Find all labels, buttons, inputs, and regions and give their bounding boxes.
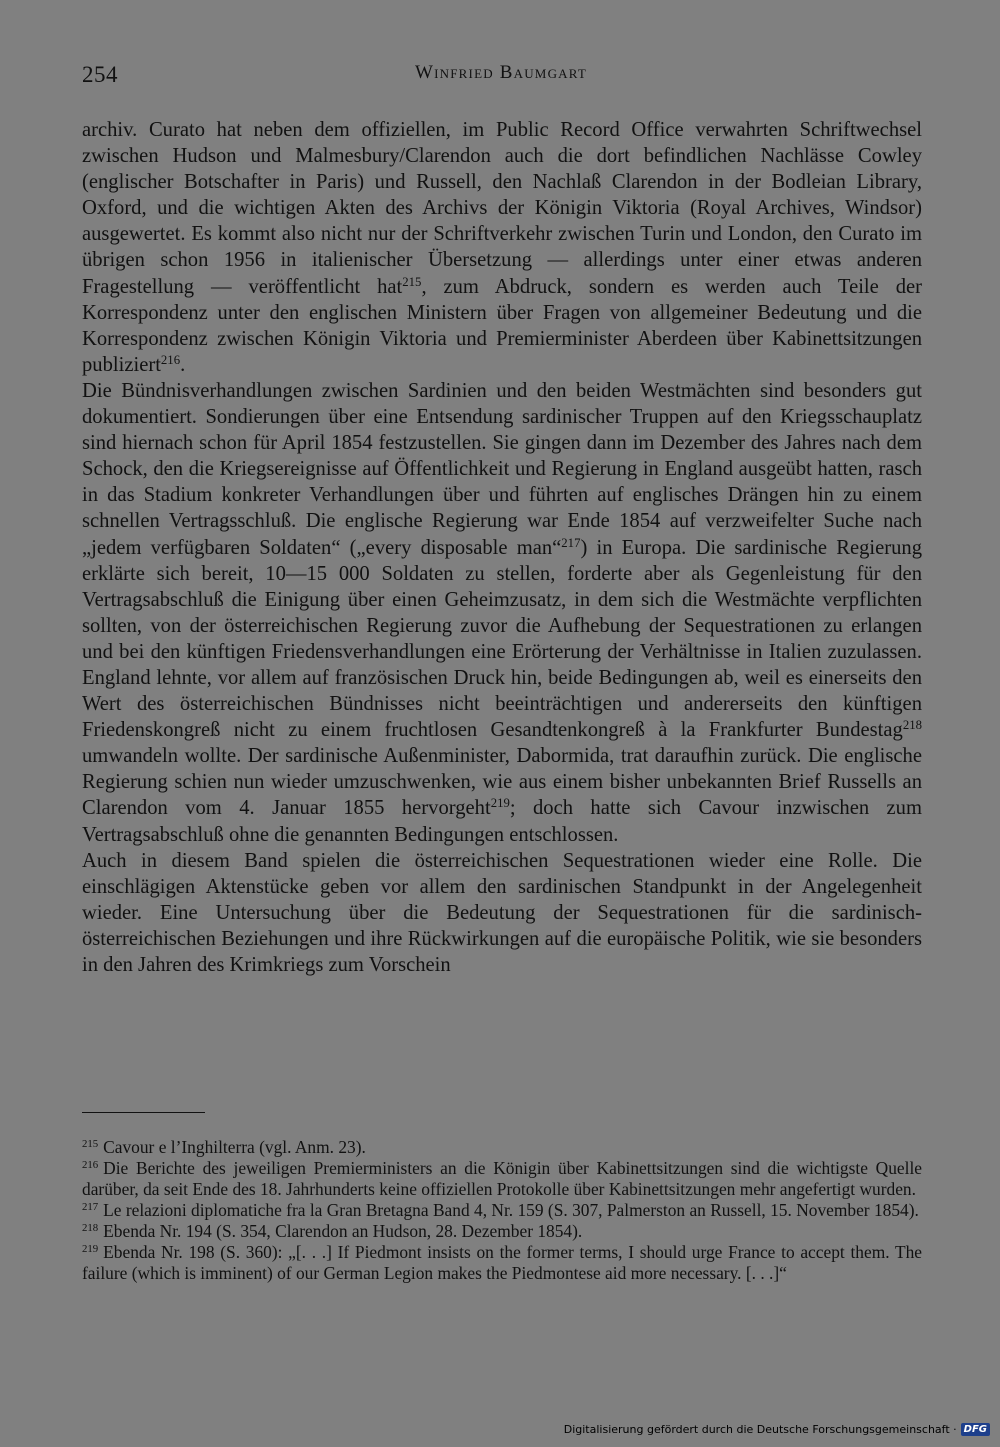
footnote-ref-215[interactable]: 215 <box>402 274 422 289</box>
footnote-217 <box>82 1200 922 1221</box>
digitization-credit <box>564 1419 990 1439</box>
page-header <box>82 62 920 92</box>
text-segment: archiv. Curato hat neben dem offiziellen, im Public Record Office verwahrten Schriftwechsel zwischen Hudson und Malmesbury/Clarendon auch die dort befindlichen Nachlässe Cowley (englischer Botschafter in Paris) und Russell, den Nachlaß Clarendon in der Bodleian Library, Oxford, und die wichtigen Akten des Archivs der Königin Viktoria (Royal Archives, Windsor) ausgewertet. Es kommt also nicht nur der Schriftverkehr zwischen Turin und London, den Curato im übrigen schon 1956 in italienischer Übersetzung — allerdings unter einer etwas anderen Fragestellung — veröffentlicht hat <box>82 119 922 298</box>
credit-text: Digitalisierung gefördert durch die Deutsche Forschungsgemeinschaft · <box>563 1422 957 1436</box>
paragraph-1 <box>82 117 922 378</box>
footnote-215 <box>82 1137 922 1158</box>
text-segment: Die Bündnisverhandlungen zwischen Sardinien und den beiden Westmächten sind besonders gut dokumentiert. Sondierungen über eine Entsendung sardinischer Truppen auf den Kriegsschauplatz sind hiernach schon für April 1854 festzustellen. Sie gingen dann im Dezember des Jahres nach dem Schock, den die Kriegsereignisse auf Öffentlichkeit und Regierung in England ausgeübt hatten, rasch in das Stadium konkreter Verhandlungen über und führten auf englisches Drängen hin zu einem schnellen Vertragsschluß. Die englische Regierung war Ende 1854 auf verzweifelter Suche nach „jedem verfügbaren Soldaten“ („every disposable man“ <box>82 379 922 559</box>
footnote-ref-217[interactable]: 217 <box>561 535 581 550</box>
footnote-number: 219 <box>82 1243 99 1256</box>
footnote-number: 216 <box>82 1159 99 1172</box>
dfg-logo-icon[interactable]: DFG <box>961 1423 990 1436</box>
footnote-text: Ebenda Nr. 198 (S. 360): „[. . .] If Piedmont insists on the former terms, I should urge France to accept them. The failure (which is imminent) of our German Legion makes the Piedmontese aid more necessary. [. . .]“ <box>82 1242 922 1283</box>
footnote-number: 217 <box>82 1201 99 1214</box>
text-segment: umwandeln wollte. Der sardinische Außenminister, Dabormida, trat daraufhin zurück. Die englische Regierung schien nun wieder umzuschwenken, wie aus einem bisher unbekannten Brief Russells an Clarendon vom 4. Januar 1855 hervorgeht <box>82 745 922 820</box>
main-text <box>82 117 922 978</box>
footnote-ref-219[interactable]: 219 <box>490 796 510 811</box>
running-head: Winfried Baumgart <box>415 62 587 83</box>
text-segment: , zum Abdruck, sondern es werden auch Teile der Korrespondenz unter den englischen Ministern über Fragen von allgemeiner Bedeutung und die Korrespondenz zwischen Königin Viktoria und Premierminister Aberdeen über Kabinettsitzungen publiziert <box>82 275 923 376</box>
text-segment: ; doch hatte sich Cavour inzwischen zum Vertragsabschluß ohne die genannten Bedingungen entschlossen. <box>82 797 922 846</box>
footnote-number: 218 <box>82 1222 99 1235</box>
paragraph-3: Auch in diesem Band spielen die österreichischen Sequestrationen wieder eine Rolle. Die einschlägigen Aktenstücke geben vor allem den sardinischen Standpunkt in der Angelegenheit wieder. Eine Untersuchung über die Bedeutung der Sequestrationen für die sardinisch-österreichischen Beziehungen und ihre Rückwirkungen auf die europäische Politik, wie sie besonders in den Jahren des Krimkriegs zum Vorschein <box>82 849 922 976</box>
footnote-text: Die Berichte des jeweiligen Premierministers an die Königin über Kabinettsitzungen sind die wichtigste Quelle darüber, da seit Ende des 18. Jahrhunderts keine offiziellen Protokolle über Kabinettsitzungen mehr angefertigt wurden. <box>82 1158 922 1199</box>
footnote-ref-216[interactable]: 216 <box>160 352 181 367</box>
text-segment: ) in Europa. Die sardinische Regierung erklärte sich bereit, 10—15 000 Soldaten zu stellen, forderte aber als Gegenleistung für den Vertragsabschluß die Einigung über einen Geheimzusatz, in dem sich die Westmächte verpflichten sollten, von der österreichischen Regierung zuvor die Aufhebung der Sequestrationen zu erlangen und bei den künftigen Friedensverhandlungen eine Erörterung der Verhältnisse in Italien zuzulassen. England lehnte, vor allem auf französischen Druck hin, beide Bedingungen ab, weil es einerseits den Wert des österreichischen Bündnisses nicht beeinträchtigen und andererseits den künftigen Friedenskongreß nicht zu einem fruchtlosen Gesandtenkongreß à la Frankfurter Bundestag <box>82 536 922 742</box>
footnote-number: 215 <box>82 1138 99 1151</box>
paragraph-2 <box>82 378 922 848</box>
footnote-text: Ebenda Nr. 194 (S. 354, Clarendon an Hudson, 28. Dezember 1854). <box>103 1221 583 1241</box>
footnote-219 <box>82 1242 922 1284</box>
footnote-text: Le relazioni diplomatiche fra la Gran Bretagna Band 4, Nr. 159 (S. 307, Palmerston an Russell, 15. November 1854). <box>103 1200 919 1220</box>
footnote-divider <box>82 1112 205 1113</box>
page-number: 254 <box>82 62 118 87</box>
footnote-ref-218[interactable]: 218 <box>902 718 922 733</box>
footnotes <box>82 1137 922 1284</box>
footnote-218 <box>82 1221 922 1242</box>
footnote-216 <box>82 1158 922 1200</box>
footnote-text: Cavour e l’Inghilterra (vgl. Anm. 23). <box>103 1137 366 1157</box>
text-segment: . <box>180 353 186 376</box>
